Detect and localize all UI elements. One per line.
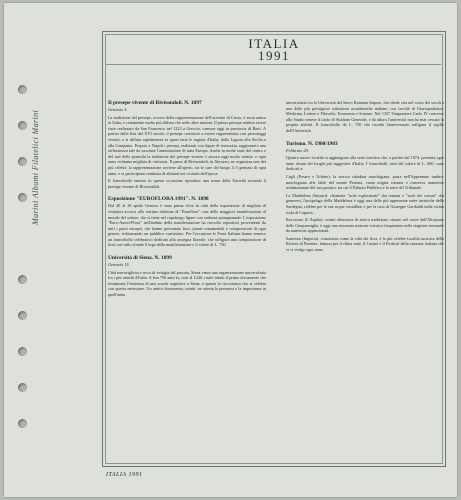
section-paragraph: Dal 20 al 28 aprile Genova è stata prima d'ora la città della esposizione di migliaia di visitatori accorsi alla settima edizione di "Euroflora", una delle maggiori manifestazioni al mondo del settore, che si tiene nel capoluogo ligure con cadenza quinquennale. L'esposizione "Euro-Amici-Flora" nell'ambito della manifestazione ha raccolto espositori provenienti da tutti i paesi europei, che hanno presentato fiori, piante ornamentali e composizioni di ogni genere, richiamando un pubblico vastissimo. Per l'occasione le Poste Italiane hanno emesso un francobollo celebrativo dedicato alla rassegna floreale, che raffigura una composizione di fiori con sullo sfondo il logo della manifestazione e il valore di L. 750. [108,203,266,248]
country-title: ITALIA [248,36,300,51]
binder-hole [18,157,27,166]
section-euroflora [108,196,266,248]
section-date: Gennaio 5. [108,107,128,112]
section-presepe [108,100,266,189]
text-column-left [108,100,266,305]
year-title: 1991 [258,48,290,63]
section-universita-continued [286,100,444,134]
section-paragraph: La Maddalena (Sassari): chiamata "isole esploratorie" dai romani e "isole dei corsari" dai genovesi, l'arcipelago della Maddalena è oggi una delle più apprezzate mete turistiche della Sardegna, celebre per le sue acque cristalline e per la casa di Giuseppe Garibaldi nella vicina isola di Caprera. [286,192,444,215]
section-title: Il presepe vivente di Rivisondoli. N. 1897 [108,100,202,106]
section-paragraph: Il francobollo emesso in questa occasione riproduce una scena della Natività secondo il presepe vivente di Rivisondoli. [108,178,266,189]
section-paragraph: Cagli (Pesaro e Urbino): la storica cittadina marchigiana, posta nell'Appennino umbro-marchigiano alle falde del monte Petrano, vanta origini romane e conserva numerose testimonianze del suo passato, tra cui il Palazzo Pubblico e la torre del Tribunale. [286,173,444,191]
section-paragraph: La tradizione del presepe, ovvero della rappresentazione dell'avvento di Cristo, è assai antica in Italia, e certamente molto più diffusa che nelle altre nazioni. Il primo presepe sembra essere stato realizzato da San Francesco nel 1223 a Greccio, comune oggi in provincia di Rieti. A partire dalla fine del XVI secolo, il presepe cominciò a essere rappresentato con personaggi viventi, e si diffuse rapidamente in quasi tutte le regioni d'Italia, dalla Liguria alla Sicilia e alla Campania. Proprio a Napoli i presepi, realizzati con figure di terracotta, raggiunsero una raffinatezza tale da suscitare l'ammirazione di tutta Europa. Anche in molte zone del centro e del sud della penisola la tradizione del presepe vivente è ancora oggi molto sentita, e ogni anno richiama migliaia di visitatori. Il paese di Rivisondoli, in Abruzzo, ne organizza uno dei più celebri: la rappresentazione avviene all'aperto, tra le case del borgo, il 5 gennaio di ogni anno, e vi partecipano centinaia di abitanti nei costumi dell'epoca. [108,114,266,176]
section-paragraph: Roccaraso (L'Aquila): centro abruzzese di antica tradizione, situato nel cuore dell'Altopiano delle Cinquemiglia, è oggi una rinomata stazione sciistica frequentata nella stagione invernale da numerosi appassionati. [286,217,444,234]
section-title: Turismo. N. 1900/1903 [286,140,338,147]
section-paragraph: universitario tra le Università del Sacro Romano Impero, che diede vita nel corso dei secoli a una delle più prestigiose istituzioni accademiche italiane, con facoltà di Giurisprudenza, Medicina, Lettere e Filosofia, Economia e Scienze. Nel 1357 l'imperatore Carlo IV concesse allo Studio senese il titolo di Studium Generale, e da allora l'università non ha mai cessato la propria attività. Il francobollo da L. 750 che ricorda l'anniversario raffigura il sigillo dell'Università. [286,100,444,133]
page-footer: ITALIA 1991 [106,472,143,478]
text-column-right [286,100,444,260]
publisher-brand: Marini Albumi Filatelici Marini [31,109,40,225]
section-universita [108,255,266,298]
binder-hole [18,85,27,94]
binder-hole [18,419,27,428]
binder-hole [18,347,27,356]
binder-hole [18,311,27,320]
section-paragraph: Città meravigliosa e ricca di vestigia del passato, Siena vanta una organizzazione universitaria fra i più antichi d'Italia. A ben 750 anni fa, cioè al 1240, risale infatti il primo documento che testimonia l'esistenza di una scuola superiore a Siena, e questa la circostanza che si celebra con questa emissione. Un antico documento, infatti, ne attesta la presenza e la importanza in quell'anno. [108,269,266,298]
binder-hole [18,383,27,392]
section-date: Gennaio 15. [108,262,130,268]
section-title: Università di Siena. N. 1899 [108,255,172,262]
section-paragraph: Quattro nuove località si aggiungono alla serie turistica che, a partire dal 1974, presenta ogni anno alcuni dei luoghi più suggestivi d'Italia. I francobolli, tutti del valore di L. 600, sono dedicati a: [286,155,444,172]
binder-hole [18,193,27,202]
section-paragraph: Sanremo (Imperia): conosciuta come la città dei fiori, è la più celebre località turistica della Riviera di Ponente, famosa per il clima mite, il Casinò e il Festival della canzone italiana che vi si svolge ogni anno. [286,235,444,253]
header-divider [105,64,441,65]
section-title: Esposizione "EUROFLORA 1991". N. 1898 [108,196,209,203]
binder-hole [18,121,27,130]
section-turismo [286,141,444,253]
section-date: Febbraio 25. [286,147,309,153]
binder-hole [18,275,27,284]
